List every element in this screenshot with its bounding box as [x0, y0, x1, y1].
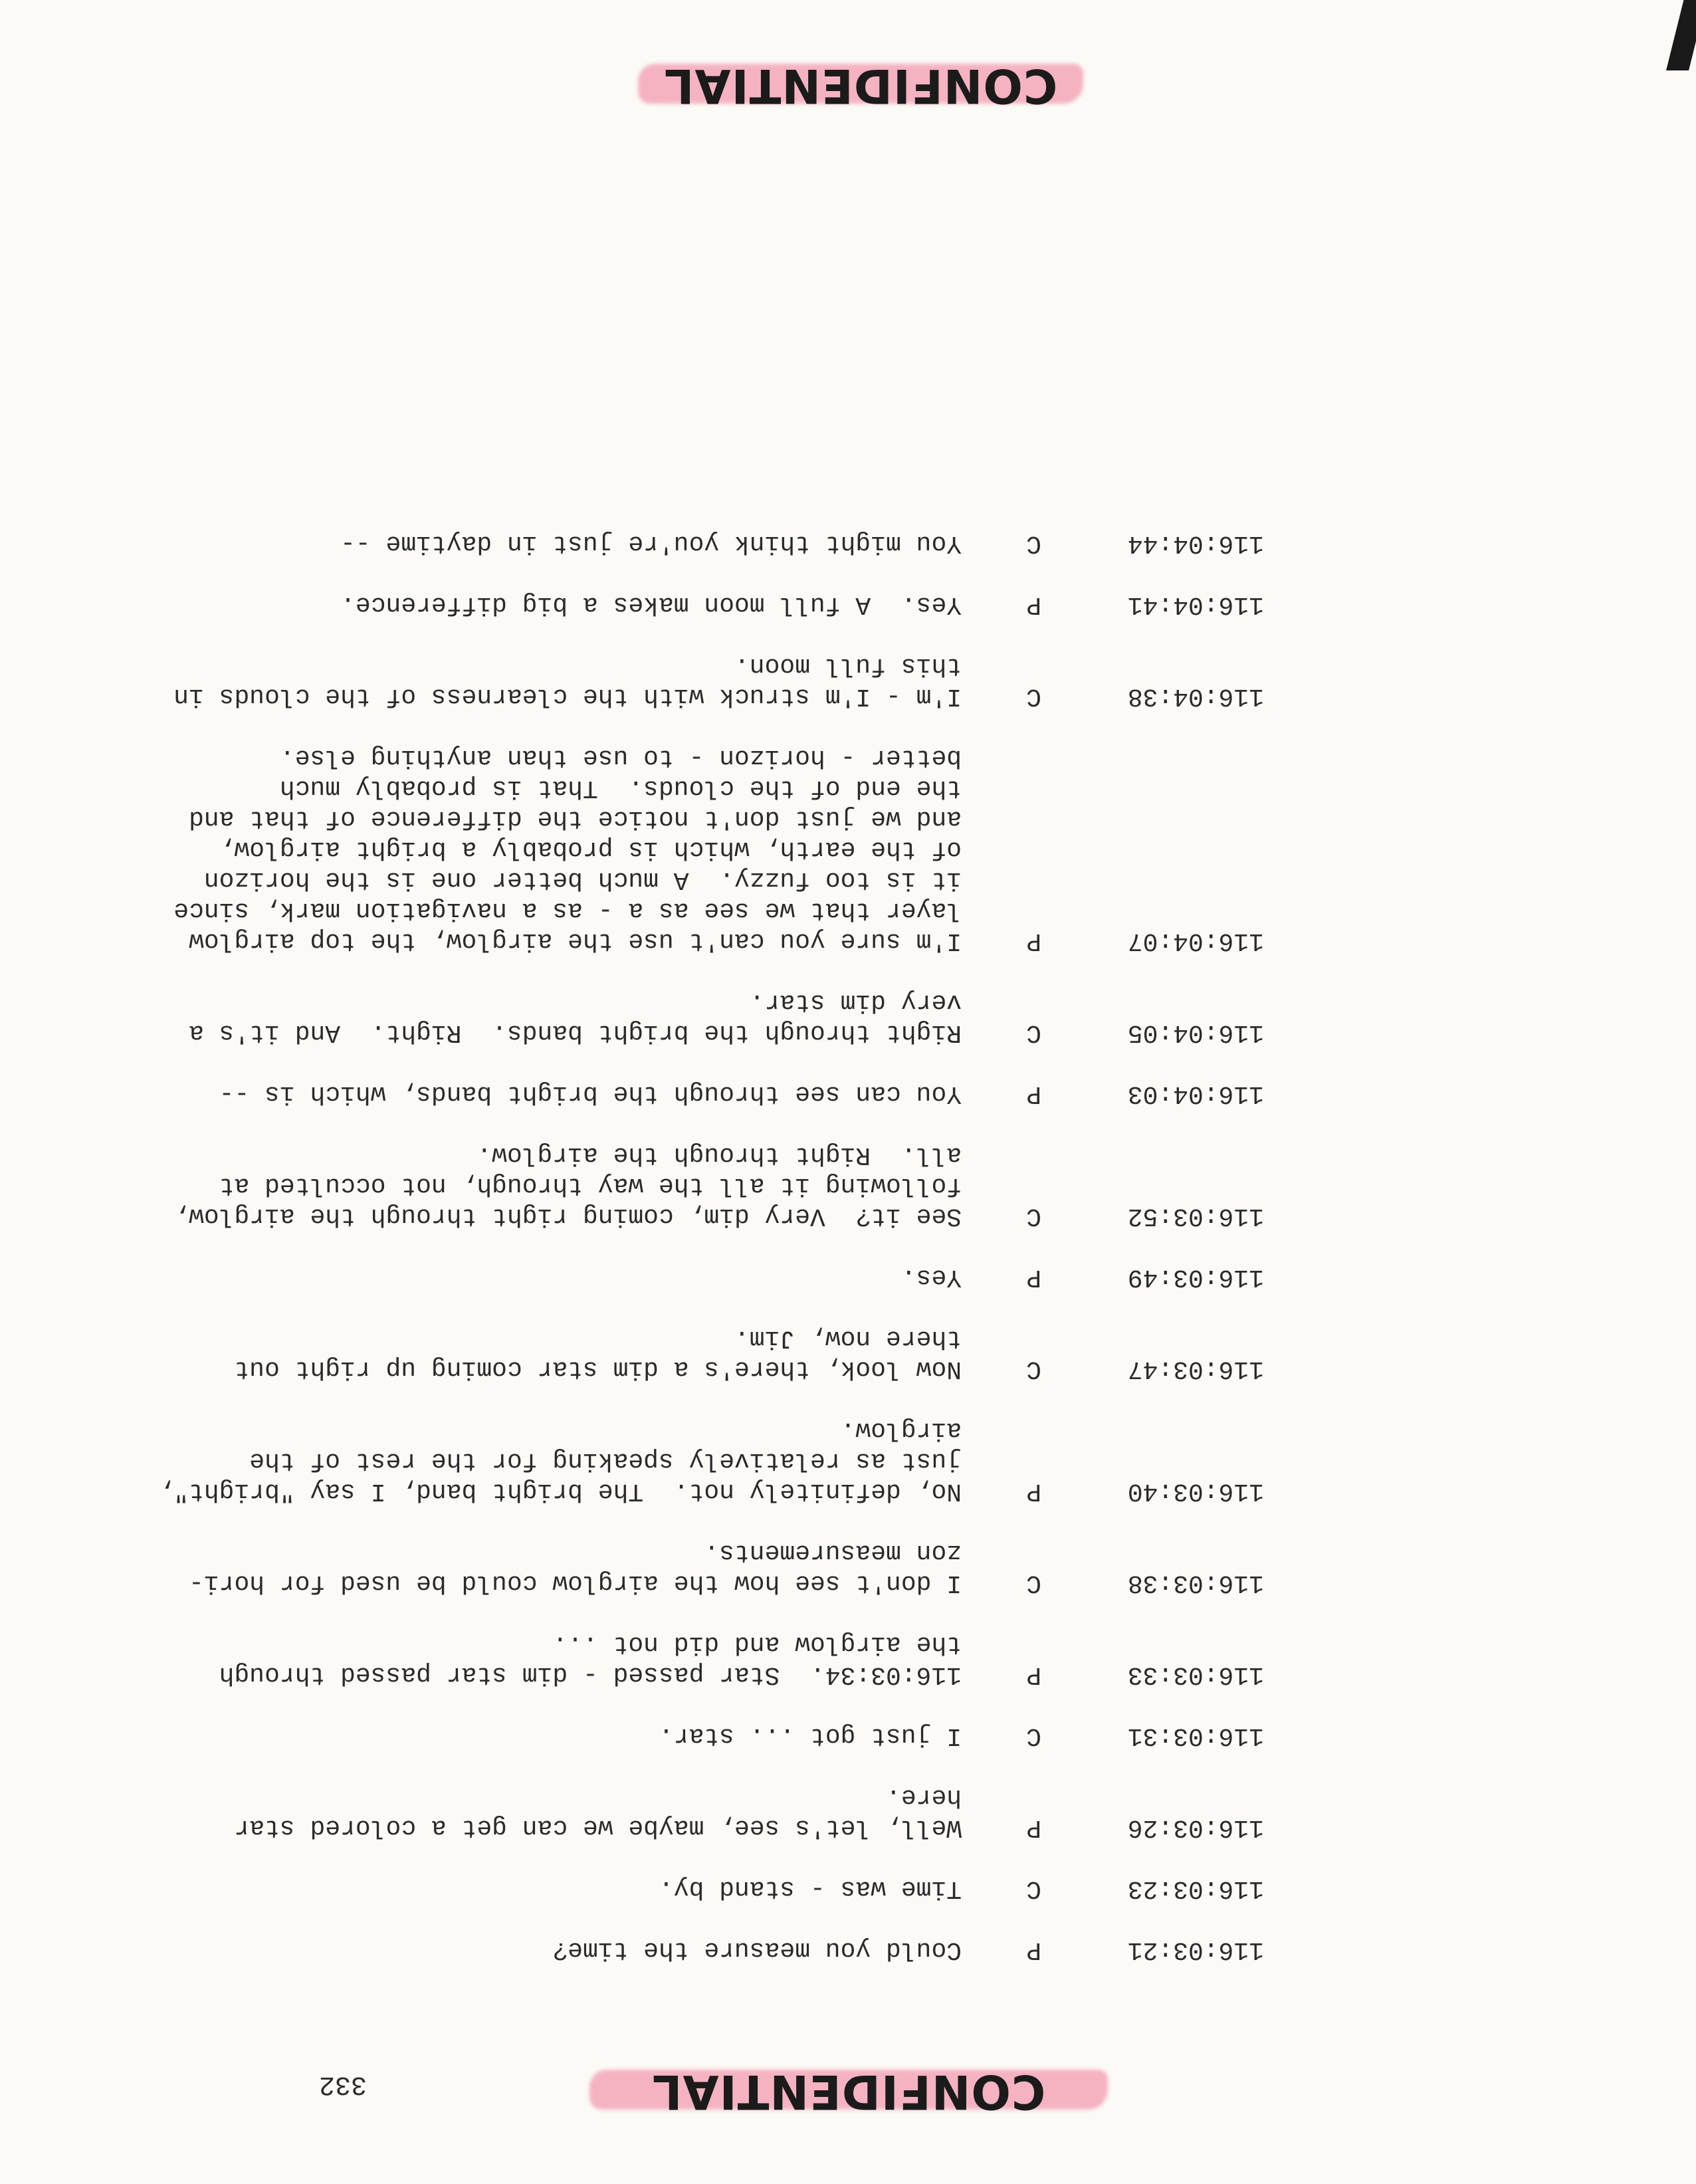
speech-line: just as relatively speaking for the rest of the [249, 1446, 962, 1475]
speech-line: You might think you're just in daytime -- [340, 529, 962, 558]
entry-timestamp: 116:04:03 [1127, 1079, 1264, 1108]
stamp-text: CONFIDENTIAL [651, 2064, 1046, 2119]
transcript-entry [114, 742, 1264, 956]
entry-speaker: P [1026, 1813, 1041, 1842]
entry-timestamp: 116:03:23 [1127, 1874, 1264, 1903]
entry-speech [138, 1323, 962, 1384]
transcript-entry [114, 528, 1264, 558]
entry-timestamp: 116:03:49 [1127, 1263, 1264, 1291]
entry-speech [138, 1261, 962, 1292]
entry-speech [138, 1139, 962, 1231]
entry-timestamp: 116:03:31 [1127, 1721, 1264, 1750]
entry-speaker: C [1026, 1202, 1041, 1230]
entry-speaker: C [1026, 1721, 1041, 1750]
speech-line: the end of the clouds. That is probably much [279, 774, 962, 802]
entry-speaker: P [1026, 1660, 1041, 1689]
entry-speaker: P [1026, 590, 1041, 619]
entry-speech [138, 742, 962, 956]
speech-line: Now look, there's a dim star coming up right out [234, 1355, 962, 1383]
speech-line: I don't see how the airglow could be used for hori- [189, 1569, 962, 1597]
entry-speech [138, 1720, 962, 1751]
scan-edge-mark [1666, 0, 1696, 70]
transcript-entry [114, 1139, 1264, 1231]
speech-line: very dim star. [749, 988, 962, 1016]
speech-line: Yes. [901, 1263, 962, 1291]
speech-line: Well, let's see, maybe we can get a colored star [234, 1813, 962, 1842]
entry-speaker: C [1026, 682, 1041, 710]
entry-timestamp: 116:03:47 [1127, 1355, 1264, 1383]
speech-line: Right through the bright bands. Right. And it's a [189, 1018, 962, 1047]
page-number: 332 [318, 2069, 367, 2099]
confidential-stamp-top [596, 2066, 1101, 2118]
transcript-entry [114, 1537, 1264, 1598]
entry-timestamp: 116:03:40 [1127, 1477, 1264, 1505]
transcript-entry [114, 1934, 1264, 1965]
entry-speaker: C [1026, 1569, 1041, 1597]
entry-speech [138, 1934, 962, 1965]
speech-line: See it? Very dim, coming right through the airglow, [173, 1202, 962, 1230]
entry-speaker: P [1026, 1263, 1041, 1291]
speech-line: and we just don't notice the difference of that and [189, 804, 962, 833]
entry-timestamp: 116:04:05 [1127, 1018, 1264, 1047]
entry-timestamp: 116:03:52 [1127, 1202, 1264, 1230]
transcript-entry [114, 1628, 1264, 1690]
speech-line: Time was - stand by. [658, 1874, 962, 1903]
speech-line: it is too fuzzy. A much better one is the horizon [203, 865, 962, 894]
entry-timestamp: 116:03:26 [1127, 1813, 1264, 1842]
speech-line: Could you measure the time? [552, 1935, 962, 1964]
entry-speech [138, 1781, 962, 1842]
entry-timestamp: 116:04:41 [1127, 590, 1264, 619]
entry-speaker: C [1026, 1018, 1041, 1047]
entry-speaker: P [1026, 1935, 1041, 1964]
speech-line: this full moon. [734, 651, 962, 680]
entry-timestamp: 116:04:44 [1127, 529, 1264, 558]
transcript-entry [114, 1873, 1264, 1904]
transcript-entry [114, 1078, 1264, 1109]
entry-speaker: C [1026, 1355, 1041, 1383]
speech-line: I'm sure you can't use the airglow, the top airglow [189, 927, 962, 955]
speech-line: following it all the way through, not occulted at [219, 1171, 962, 1200]
entry-speech [138, 650, 962, 711]
entry-speech [138, 1078, 962, 1109]
entry-speaker: P [1026, 1477, 1041, 1505]
speech-line: layer that we see as a - as a navigation mark, since [173, 896, 962, 925]
speech-line: better - horizon - to use than anything else. [279, 743, 962, 772]
entry-timestamp: 116:04:07 [1127, 927, 1264, 955]
confidential-stamp-bottom [645, 60, 1077, 112]
speech-line: I'm - I'm struck with the clearness of the clouds in [173, 682, 962, 710]
transcript-entry [114, 1414, 1264, 1506]
entry-speech [138, 986, 962, 1047]
transcript-entry [114, 589, 1264, 619]
entry-speech [138, 1414, 962, 1506]
entry-speaker: P [1026, 1079, 1041, 1108]
speech-line: airglow. [840, 1416, 962, 1444]
stamp-text: CONFIDENTIAL [663, 58, 1058, 113]
speech-line: the airglow and did not ... [552, 1630, 962, 1658]
speech-line: No, definitely not. The bright band, I say "bright", [158, 1477, 962, 1505]
speech-line: zon measurements. [704, 1538, 962, 1567]
speech-line: You can see through the bright bands, which is -- [219, 1079, 962, 1108]
speech-line: here. [885, 1783, 962, 1811]
entry-speech [138, 589, 962, 619]
entry-speaker: P [1026, 927, 1041, 955]
transcript-entry [114, 650, 1264, 711]
speech-line: 116:03:34. Star passed - dim star passed through [219, 1660, 962, 1689]
speech-line: I just got ... star. [658, 1721, 962, 1750]
entry-timestamp: 116:04:38 [1127, 682, 1264, 710]
entry-timestamp: 116:03:38 [1127, 1569, 1264, 1597]
entry-speech [138, 1537, 962, 1598]
entry-speaker: C [1026, 1874, 1041, 1903]
transcript-entry [114, 1781, 1264, 1842]
speech-line: of the earth, which is probably a bright airglow, [219, 835, 962, 863]
transcript-entry [114, 1261, 1264, 1292]
entry-speech [138, 528, 962, 558]
transcript-entry [114, 1720, 1264, 1751]
entry-speech [138, 1628, 962, 1690]
entry-speech [138, 1873, 962, 1904]
entry-timestamp: 116:03:21 [1127, 1935, 1264, 1964]
speech-line: Yes. A full moon makes a big difference. [340, 590, 962, 619]
transcript [114, 497, 1264, 1965]
transcript-entry [114, 986, 1264, 1047]
entry-timestamp: 116:03:33 [1127, 1660, 1264, 1689]
transcript-entry [114, 1323, 1264, 1384]
speech-line: all. Right through the airglow. [477, 1141, 962, 1169]
entry-speaker: C [1026, 529, 1041, 558]
speech-line: there now, Jim. [734, 1324, 962, 1353]
